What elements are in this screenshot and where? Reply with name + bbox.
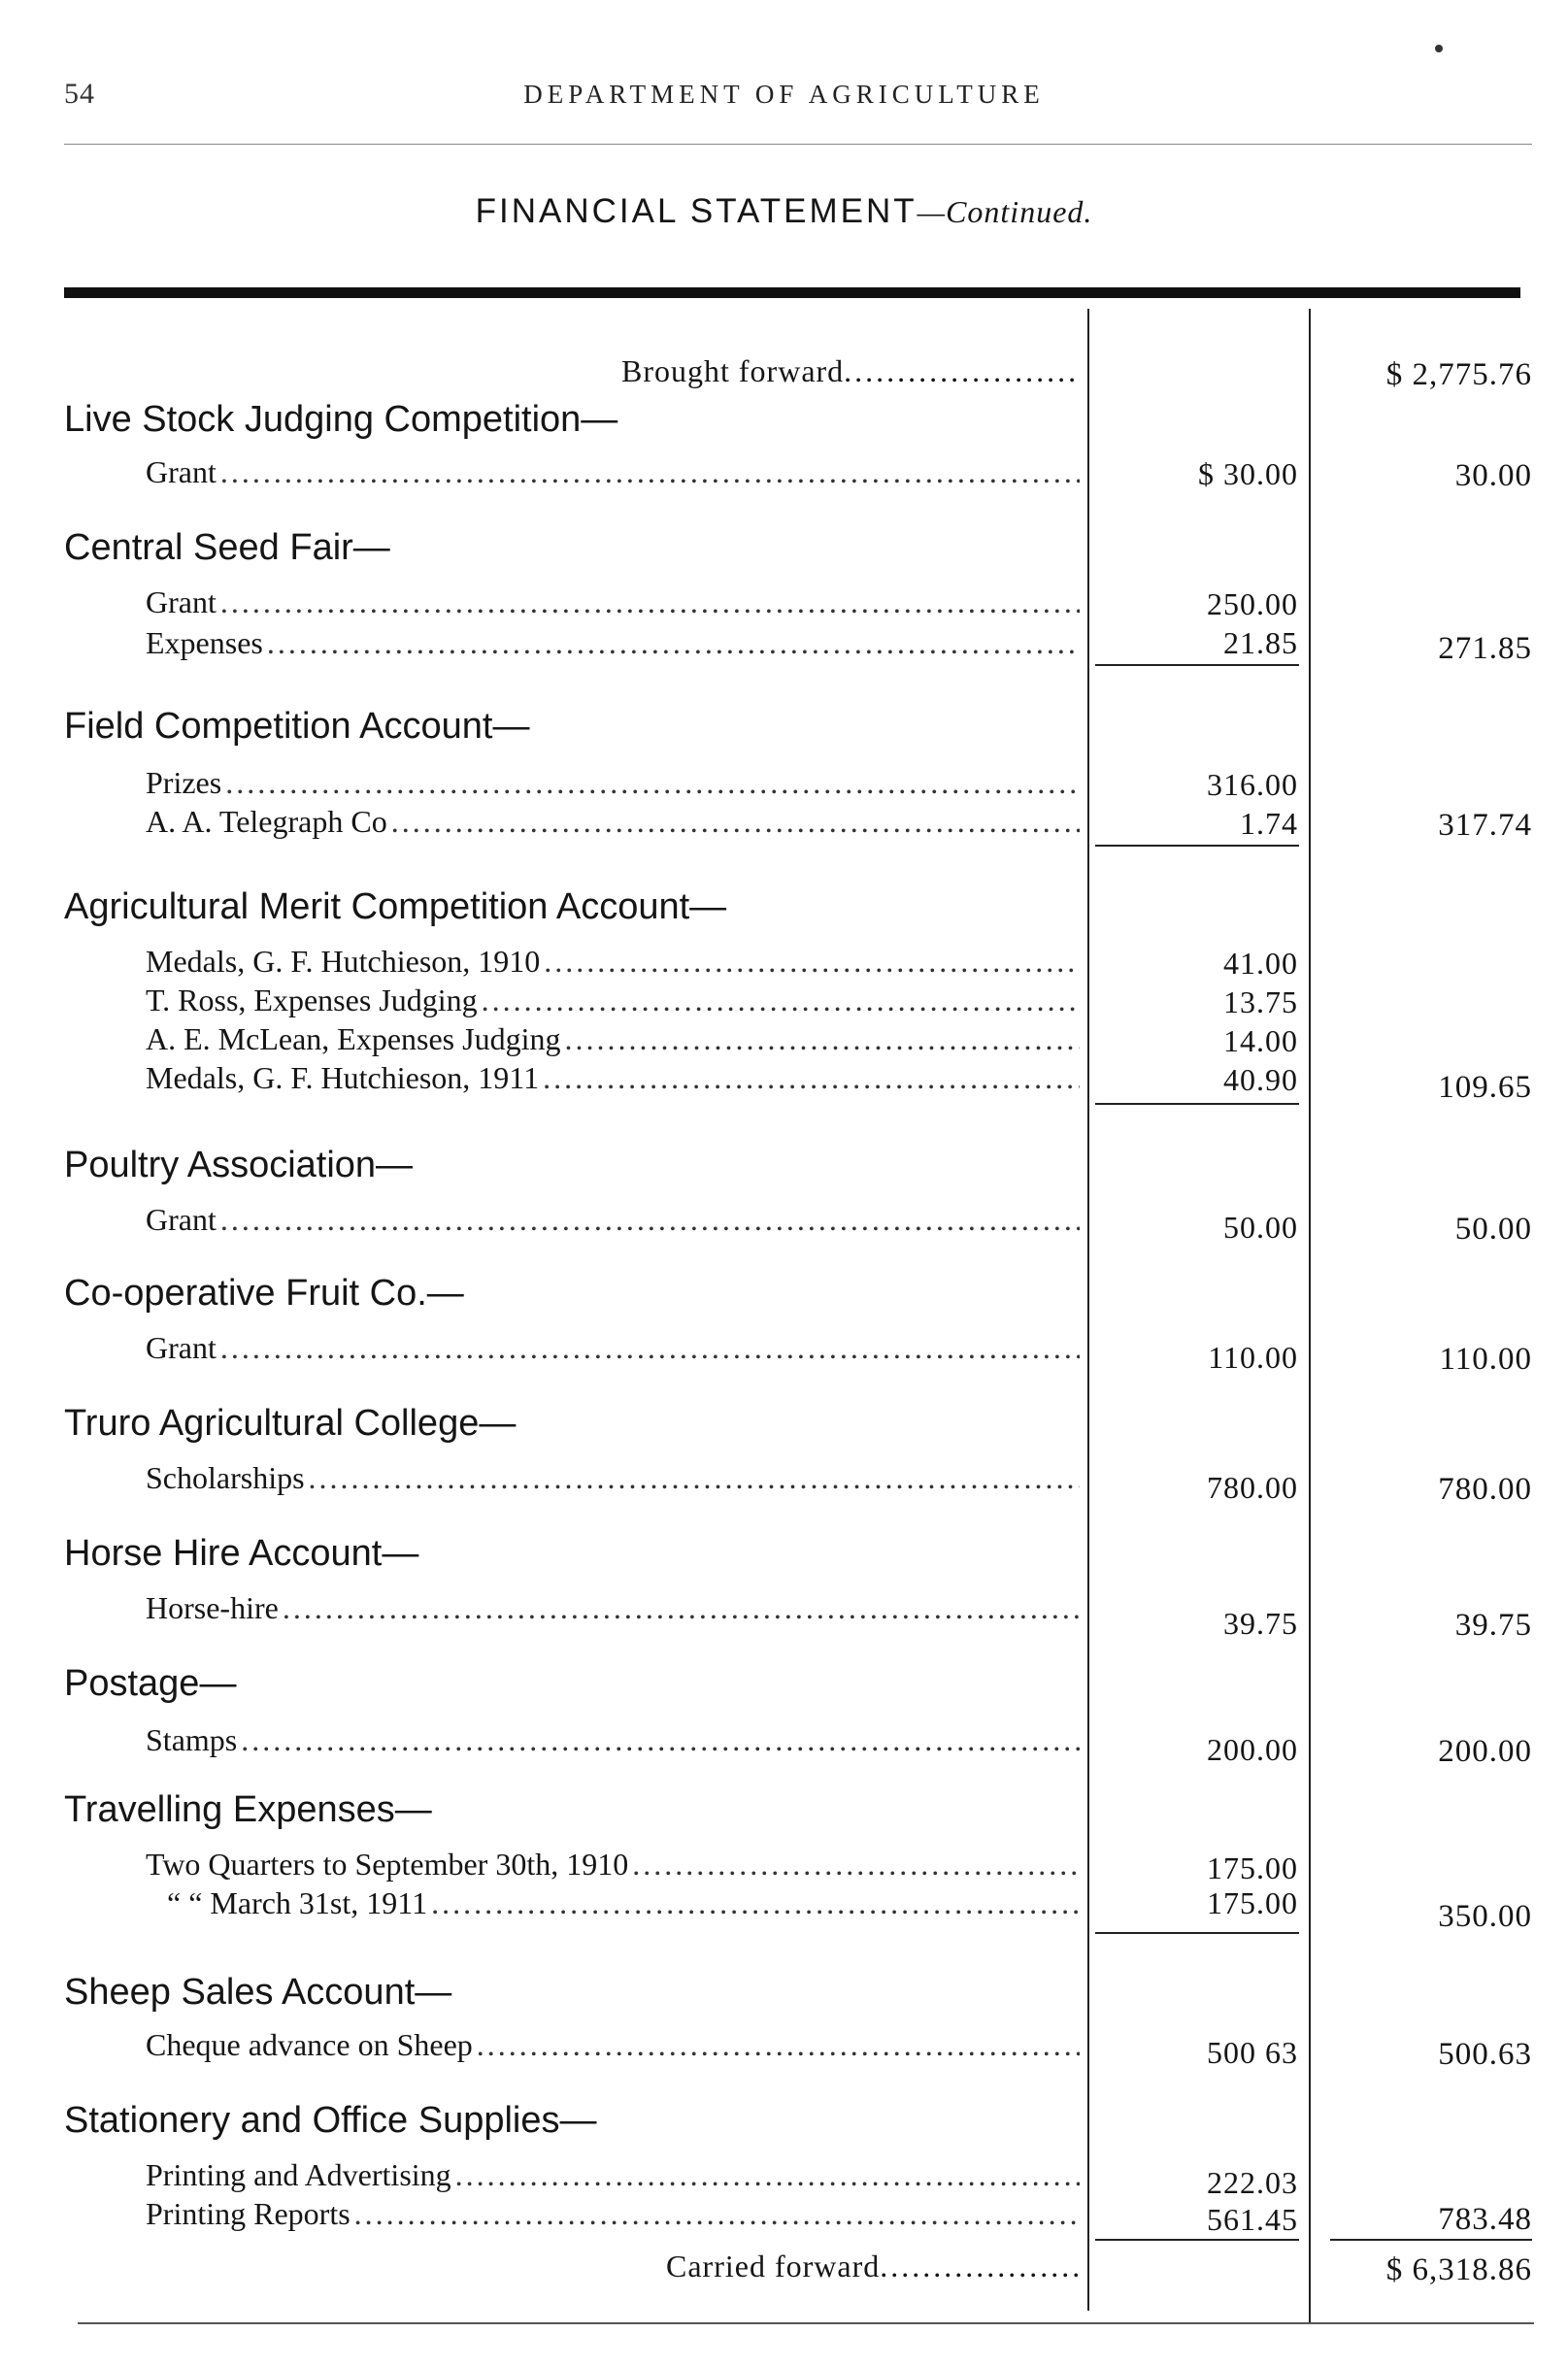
carried-forward-label: Carried forward xyxy=(666,2249,881,2283)
line-item xyxy=(146,942,1080,981)
subtotal-rule xyxy=(1095,845,1299,847)
leader-dots xyxy=(431,1883,1080,1922)
item-amount: 39.75 xyxy=(1223,1606,1298,1641)
item-label: A. A. Telegraph Co xyxy=(146,804,387,839)
line-item xyxy=(146,1720,1080,1759)
item-amount: 1.74 xyxy=(1240,806,1298,841)
item-label: Expenses xyxy=(146,625,263,660)
section-total: 783.48 xyxy=(1438,2202,1532,2237)
leader-dots xyxy=(880,2247,1080,2285)
item-amount: 780.00 xyxy=(1207,1470,1298,1505)
item-amount: 50.00 xyxy=(1223,1210,1298,1245)
section-heading: Stationery and Office Supplies— xyxy=(64,2100,597,2141)
item-amount: 561.45 xyxy=(1207,2202,1298,2237)
item-label: Printing Reports xyxy=(146,2196,350,2231)
item-amount: 500 63 xyxy=(1207,2035,1298,2070)
brought-forward-row xyxy=(621,351,1080,390)
subtotal-rule xyxy=(1095,1932,1299,1934)
item-label: Grant xyxy=(146,1202,217,1237)
section-heading: Sheep Sales Account— xyxy=(64,1972,452,2013)
item-amount: 110.00 xyxy=(1208,1340,1298,1375)
item-amount: 21.85 xyxy=(1223,625,1298,660)
line-item xyxy=(146,2155,1080,2194)
section-total: 109.65 xyxy=(1438,1070,1532,1105)
section-heading: Travelling Expenses— xyxy=(64,1789,432,1830)
item-amount: 316.00 xyxy=(1207,767,1298,802)
subtotal-rule xyxy=(1095,2239,1299,2241)
line-item xyxy=(146,1883,1080,1922)
item-label: Grant xyxy=(146,454,217,489)
item-label: Medals, G. F. Hutchieson, 1910 xyxy=(146,944,541,979)
item-amount: 222.03 xyxy=(1207,2165,1298,2200)
line-item xyxy=(146,1458,1080,1497)
page-number: 54 xyxy=(64,78,95,110)
line-item xyxy=(146,623,1080,662)
item-label: Printing and Advertising xyxy=(146,2157,451,2192)
running-head: DEPARTMENT OF AGRICULTURE xyxy=(523,80,1045,109)
leader-dots xyxy=(482,981,1080,1019)
item-label: T. Ross, Expenses Judging xyxy=(146,983,478,1017)
ink-speck xyxy=(1435,45,1443,52)
section-heading: Horse Hire Account— xyxy=(64,1533,419,1574)
table-top-rule xyxy=(64,287,1520,298)
item-label: Two Quarters to September 30th, 1910 xyxy=(146,1847,629,1882)
section-total: 30.00 xyxy=(1454,458,1532,493)
brought-forward-label: Brought forward xyxy=(621,353,845,388)
subtotal-rule xyxy=(1095,664,1299,666)
leader-dots xyxy=(220,583,1080,621)
line-item xyxy=(146,1019,1080,1058)
item-label: A. E. McLean, Expenses Judging xyxy=(146,1021,561,1056)
leader-dots xyxy=(455,2155,1080,2194)
section-total: 780.00 xyxy=(1438,1472,1532,1507)
leader-dots xyxy=(391,802,1080,841)
line-item xyxy=(146,2025,1080,2064)
section-heading: Truro Agricultural College— xyxy=(64,1403,517,1444)
leader-dots xyxy=(220,452,1080,491)
line-item xyxy=(146,763,1080,802)
title-suffix: —Continued. xyxy=(917,194,1093,229)
item-amount: 14.00 xyxy=(1223,1023,1298,1058)
leader-dots xyxy=(844,351,1080,390)
grand-total-rule xyxy=(1330,2239,1532,2241)
leader-dots xyxy=(564,1019,1080,1058)
section-total: 317.74 xyxy=(1438,808,1532,843)
line-item xyxy=(146,1328,1080,1367)
section-total: 50.00 xyxy=(1454,1212,1532,1247)
item-label: “ “ March 31st, 1911 xyxy=(167,1885,428,1920)
item-amount: 175.00 xyxy=(1207,1850,1298,1885)
section-total: 200.00 xyxy=(1438,1734,1532,1769)
footer-rule xyxy=(78,2322,1534,2324)
section-total: 350.00 xyxy=(1438,1899,1532,1934)
title-text: FINANCIAL STATEMENT xyxy=(475,192,917,230)
line-item xyxy=(146,1588,1080,1627)
column-divider-2 xyxy=(1309,309,1311,2323)
leader-dots xyxy=(477,2025,1080,2064)
leader-dots xyxy=(283,1588,1080,1627)
leader-dots xyxy=(354,2194,1080,2233)
section-total: 500.63 xyxy=(1438,2037,1532,2072)
leader-dots xyxy=(267,623,1080,662)
section-total: 110.00 xyxy=(1439,1342,1532,1377)
line-item xyxy=(146,981,1080,1019)
line-item xyxy=(146,1058,1080,1097)
leader-dots xyxy=(543,1058,1080,1097)
carried-forward-row xyxy=(666,2247,1080,2285)
leader-dots xyxy=(220,1328,1080,1367)
section-heading: Postage— xyxy=(64,1663,237,1704)
leader-dots xyxy=(544,942,1080,981)
section-heading: Poultry Association— xyxy=(64,1145,414,1185)
leader-dots xyxy=(225,763,1080,802)
item-amount: 41.00 xyxy=(1223,946,1298,981)
item-amount: 40.90 xyxy=(1223,1062,1298,1097)
leader-dots xyxy=(220,1200,1080,1239)
item-amount: $ 30.00 xyxy=(1198,456,1298,491)
item-label: Scholarships xyxy=(146,1460,305,1495)
item-label: Stamps xyxy=(146,1722,238,1757)
section-heading: Agricultural Merit Competition Account— xyxy=(64,886,727,927)
section-total: 39.75 xyxy=(1454,1608,1532,1643)
line-item xyxy=(146,1200,1080,1239)
section-heading: Central Seed Fair— xyxy=(64,527,390,568)
column-divider-1 xyxy=(1087,309,1089,2311)
leader-dots xyxy=(241,1720,1080,1759)
line-item xyxy=(146,452,1080,491)
item-label: Cheque advance on Sheep xyxy=(146,2027,473,2062)
item-amount: 13.75 xyxy=(1223,984,1298,1019)
header-rule xyxy=(64,144,1532,145)
section-heading: Live Stock Judging Competition— xyxy=(64,399,618,440)
line-item xyxy=(146,2194,1080,2233)
section-total: 271.85 xyxy=(1438,631,1532,666)
line-item xyxy=(146,1845,1080,1883)
carried-forward-amount: $ 6,318.86 xyxy=(1385,2252,1532,2287)
leader-dots xyxy=(309,1458,1080,1497)
page-title xyxy=(0,192,1568,231)
item-label: Grant xyxy=(146,584,217,619)
item-label: Prizes xyxy=(146,765,222,800)
section-heading: Co-operative Fruit Co.— xyxy=(64,1273,464,1314)
item-amount: 250.00 xyxy=(1207,586,1298,621)
item-amount: 200.00 xyxy=(1207,1732,1298,1767)
item-label: Horse-hire xyxy=(146,1590,279,1625)
leader-dots xyxy=(632,1845,1080,1883)
brought-forward-amount: $ 2,775.76 xyxy=(1385,357,1532,392)
item-amount: 175.00 xyxy=(1207,1885,1298,1920)
subtotal-rule xyxy=(1095,1103,1299,1105)
item-label: Grant xyxy=(146,1330,217,1365)
section-heading: Field Competition Account— xyxy=(64,706,530,747)
item-label: Medals, G. F. Hutchieson, 1911 xyxy=(146,1060,540,1095)
line-item xyxy=(146,802,1080,841)
line-item xyxy=(146,583,1080,621)
